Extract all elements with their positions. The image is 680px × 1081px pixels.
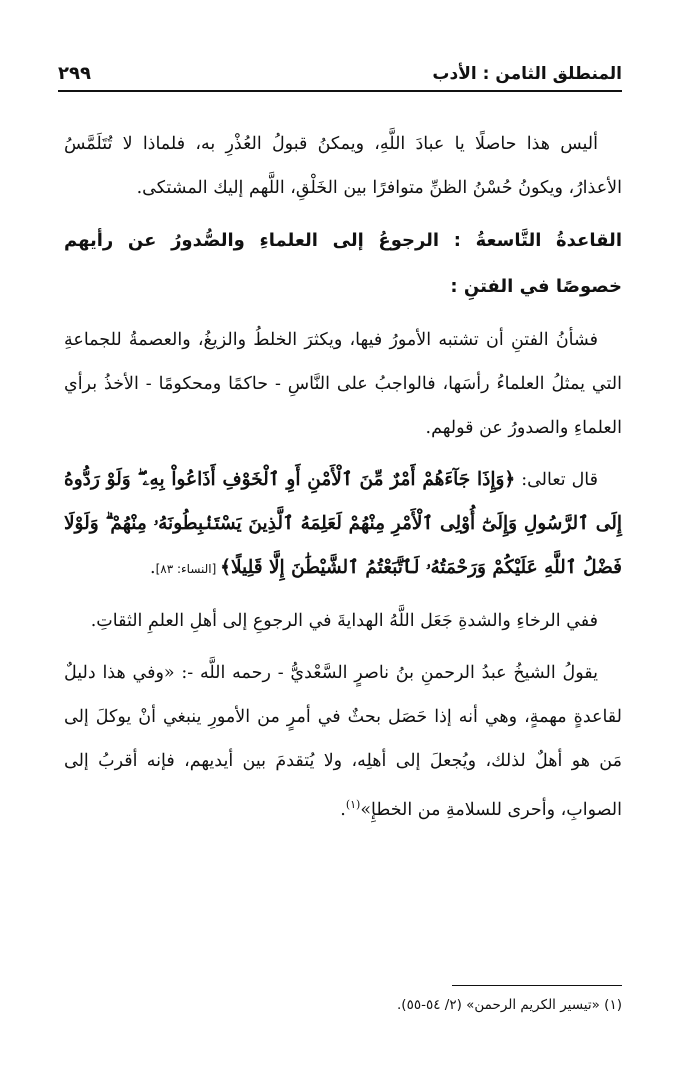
footnote: (١) «تيسير الكريم الرحمن» (٢/ ٥٤-٥٥). <box>397 997 622 1013</box>
running-title: المنطلق الثامن : الأدب <box>432 64 622 84</box>
paragraph-prosperity: ففي الرخاءِ والشدةِ جَعَل اللَّهُ الهدايةَ في الرجوعِ إلى أهلِ العلمِ الثقاتِ. <box>90 611 598 631</box>
quran-verse: ﴿وَإِذَا جَآءَهُمْ أَمْرٌ مِّنَ ٱلْأَمْنِ أَوِ ٱلْخَوْفِ أَذَاعُواْ بِهِۦ ۖ وَلَوْ رَدُّوهُ إِلَى ٱلرَّسُولِ وَإِلَىٰٓ أُوْلِى ٱلْأَمْرِ مِنْهُمْ لَعَلِمَهُ ٱلَّذِينَ يَسْتَنۢبِطُونَهُۥ مِنْهُمْ ۗ وَلَوْلَا فَضْلُ ٱللَّهِ عَلَيْكُمْ وَرَحْمَتُهُۥ لَٱتَّبَعْتُمُ ٱلشَّيْطَٰنَ إِلَّا قَلِيلًا﴾ <box>64 469 622 578</box>
section-heading: القاعدةُ التَّاسعةُ : الرجوعُ إلى العلماءِ والصُّدورُ عن رأيهم خصوصًا في الفتنِ : <box>64 230 622 297</box>
verse-intro: قال تعالى: <box>515 470 598 490</box>
page-number: ٢٩٩ <box>58 63 91 84</box>
paragraph-verse <box>64 458 622 591</box>
paragraph-opening: أليس هذا حاصلًا يا عبادَ اللَّهِ، ويمكنُ قبولُ العُذْرِ به، فلماذا لا تُتَلَمَّسُ الأعذارُ، ويكونُ حُسْنُ الظنِّ متوافرًا بين الخَلْقِ، اللَّهم إليك المشتكى. <box>64 134 622 198</box>
paragraph-quote <box>64 651 622 832</box>
footnote-ref: (١) <box>345 798 361 811</box>
quote-text: يقولُ الشيخُ عبدُ الرحمنِ بنُ ناصرٍ السَّعْديُّ - رحمه اللَّه -: «وفي هذا دليلٌ لقاعدةٍ مهمةٍ، وهي أنه إذا حَصَل بحثٌ في أمرٍ من الأمورِ ينبغي أنْ يوكلَ إلى مَن هو أهلٌ لذلك، ويُجعلَ إلى أهلِه، ولا يُتقدمَ بين أيديهم، فإنه أقربُ إلى الصوابِ، وأحرى للسلامةِ من الخطإِ» <box>64 663 622 820</box>
footnote-divider <box>452 985 622 986</box>
body-text <box>64 122 622 840</box>
quote-tail: . <box>340 799 346 820</box>
verse-citation: [النساء: ٨٣] <box>155 562 221 576</box>
page-header <box>58 52 622 92</box>
paragraph-fitan: فشأنُ الفتنِ أن تشتبه الأمورُ فيها، ويكثرَ الخلطُ والزيغُ، والعصمةُ للجماعةِ التي يمثلُ العلماءُ رأسَها، فالواجبُ على النَّاسِ - حاكمًا ومحكومًا - الأخذُ برأي العلماءِ والصدورُ عن قولهم. <box>64 330 622 438</box>
verse-tail: . <box>150 558 156 578</box>
